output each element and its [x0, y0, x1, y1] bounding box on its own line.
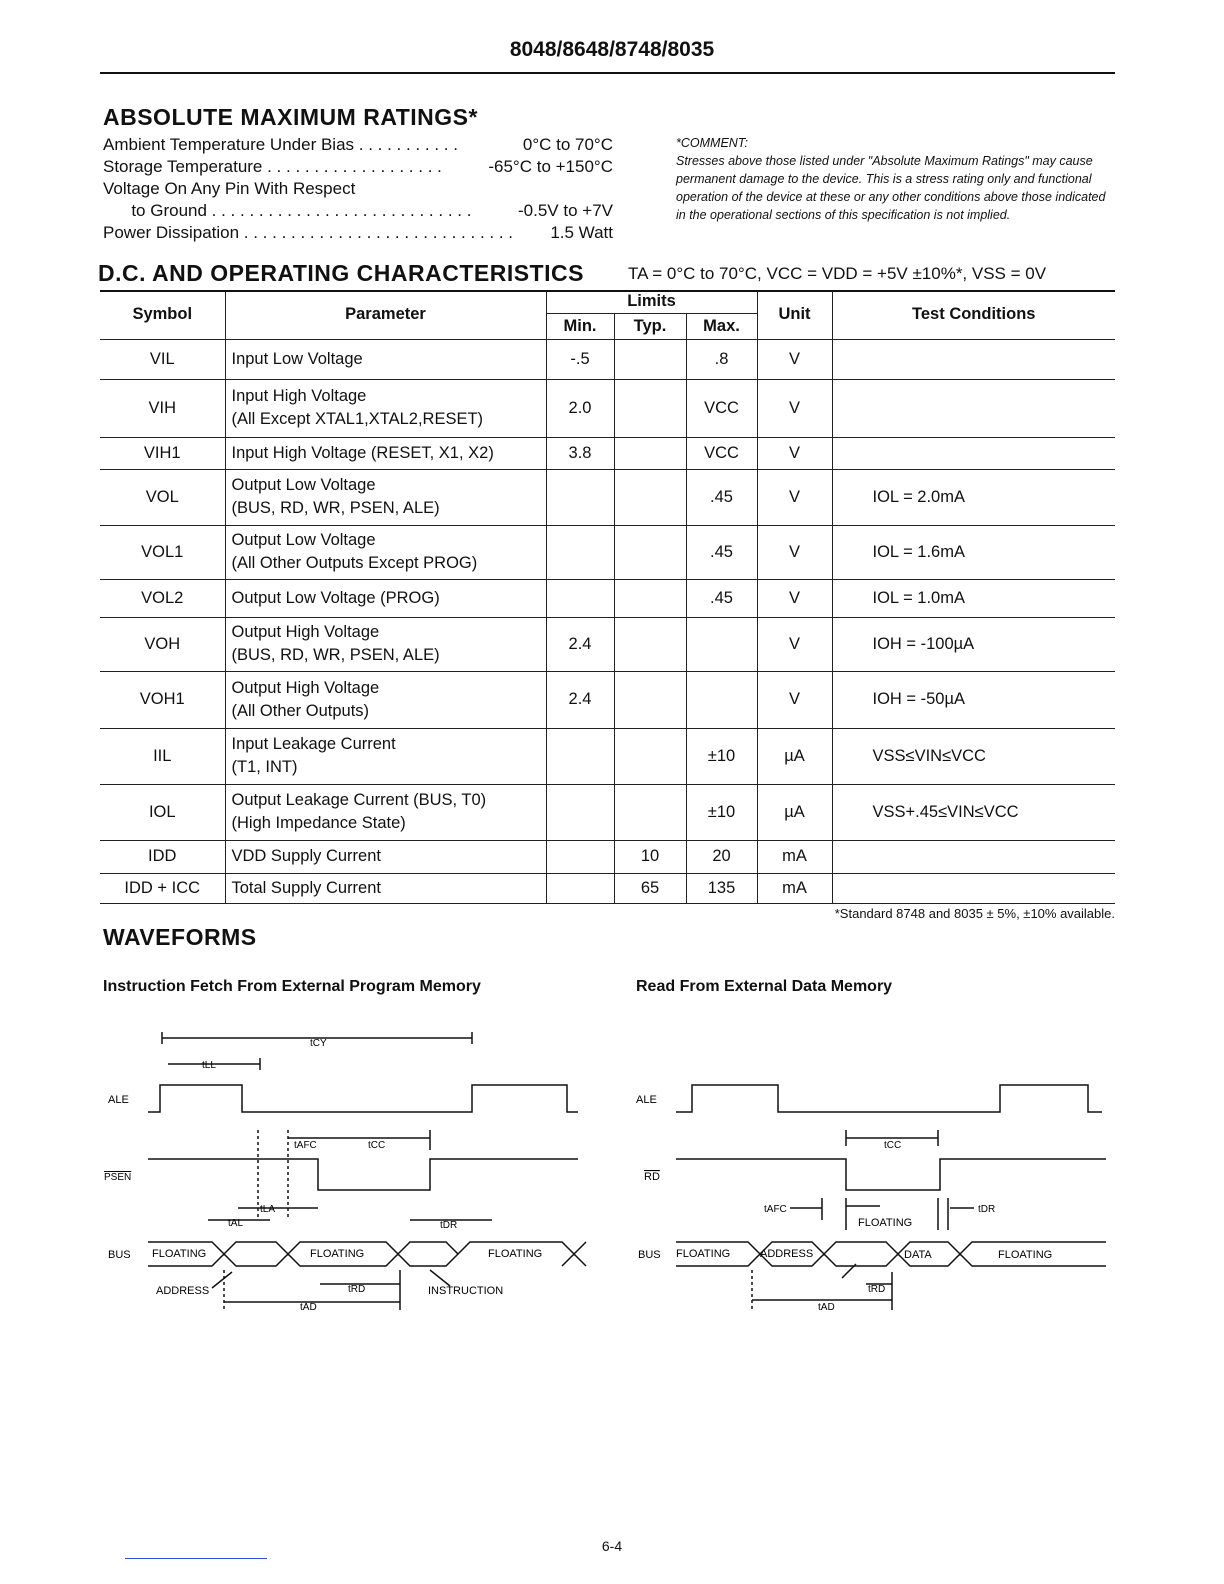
cell-max — [686, 671, 757, 728]
floating-label: FLOATING — [488, 1248, 543, 1260]
param-line-1: Input Low Voltage — [231, 349, 363, 368]
table-row — [100, 579, 1115, 617]
table-row — [100, 437, 1115, 469]
amr-row — [103, 222, 613, 244]
cell-symbol: VIL — [100, 339, 225, 379]
param-line-2: (BUS, RD, WR, PSEN, ALE) — [231, 499, 440, 517]
cell-unit: µA — [757, 728, 832, 784]
cell-max: VCC — [686, 379, 757, 437]
cell-parameter — [225, 873, 546, 903]
amr-value: -65°C to +150°C — [488, 157, 613, 176]
cell-parameter — [225, 437, 546, 469]
cell-min — [546, 840, 614, 873]
cell-symbol: IDD — [100, 840, 225, 873]
comment-title: *COMMENT: — [676, 136, 748, 150]
cell-min: 2.4 — [546, 617, 614, 671]
param-line-1: Input High Voltage — [231, 387, 367, 405]
cell-test — [832, 873, 1115, 903]
cell-parameter — [225, 617, 546, 671]
col-symbol: Symbol — [100, 291, 225, 339]
cell-unit: V — [757, 437, 832, 469]
cell-unit: V — [757, 671, 832, 728]
table-row — [100, 728, 1115, 784]
amr-label: Ambient Temperature Under Bias . . . . . . . . . . . — [103, 135, 458, 154]
param-line-2: (All Except XTAL1,XTAL2,RESET) — [231, 410, 484, 428]
param-line-1: Output Low Voltage (PROG) — [231, 588, 440, 607]
amr-row — [103, 178, 613, 200]
table-row — [100, 873, 1115, 903]
cell-unit: V — [757, 379, 832, 437]
amr-label: Storage Temperature . . . . . . . . . . . . . . . . . . . — [103, 157, 442, 176]
cell-max: ±10 — [686, 784, 757, 840]
signal-label-rd: RD — [644, 1171, 660, 1183]
param-line-1: Output High Voltage — [231, 678, 380, 697]
cell-max: ±10 — [686, 728, 757, 784]
cell-unit: V — [757, 579, 832, 617]
cell-test: VSS≤VIN≤VCC — [832, 728, 1115, 784]
amr-label: Voltage On Any Pin With Respect — [103, 179, 356, 198]
rd-waveform — [676, 1159, 1106, 1190]
cell-typ — [614, 437, 686, 469]
table-row — [100, 671, 1115, 728]
psen-waveform — [148, 1159, 578, 1190]
amr-value: 0°C to 70°C — [522, 135, 613, 154]
cell-test: VSS+.45≤VIN≤VCC — [832, 784, 1115, 840]
page-number: 6-4 — [601, 1538, 623, 1554]
tcy-label: tCY — [310, 1038, 327, 1049]
cell-test: IOL = 2.0mA — [832, 469, 1115, 525]
cell-test — [832, 339, 1115, 379]
cell-max: VCC — [686, 437, 757, 469]
cell-unit: mA — [757, 840, 832, 873]
cell-symbol: VOL1 — [100, 525, 225, 579]
cell-symbol: VIH — [100, 379, 225, 437]
cell-parameter — [225, 339, 546, 379]
amr-label: Power Dissipation . . . . . . . . . . . . . . . . . . . . . . . . . . . . . — [103, 223, 514, 242]
floating-label: FLOATING — [998, 1249, 1053, 1261]
cell-min: 3.8 — [546, 437, 614, 469]
tad-label: tAD — [818, 1302, 835, 1313]
table-row — [100, 339, 1115, 379]
read-data-memory-diagram — [630, 1020, 1110, 1320]
dc-conditions: TA = 0°C to 70°C, VCC = VDD = +5V ±10%*, VSS = 0V — [628, 264, 1047, 283]
trd-label: tRD — [348, 1284, 366, 1295]
page-header-title: 8048/8648/8748/8035 — [509, 38, 715, 61]
instruction-label: INSTRUCTION — [428, 1285, 504, 1297]
tafc-label: tAFC — [764, 1204, 787, 1215]
cell-parameter — [225, 579, 546, 617]
cell-symbol: VOH1 — [100, 671, 225, 728]
cell-typ: 10 — [614, 840, 686, 873]
cell-test: IOL = 1.6mA — [832, 525, 1115, 579]
cell-typ — [614, 339, 686, 379]
header-rule — [100, 72, 1115, 74]
cell-unit: µA — [757, 784, 832, 840]
amr-row — [103, 156, 613, 178]
param-line-2: (All Other Outputs) — [231, 701, 370, 720]
cell-typ — [614, 579, 686, 617]
cell-min — [546, 873, 614, 903]
col-parameter: Parameter — [225, 291, 546, 339]
param-line-2: (High Impedance State) — [231, 814, 406, 832]
tad-label: tAD — [300, 1302, 317, 1313]
amr-value: -0.5V to +7V — [518, 201, 613, 220]
param-line-2: (All Other Outputs Except PROG) — [231, 554, 478, 572]
cell-typ — [614, 728, 686, 784]
cell-typ — [614, 469, 686, 525]
param-line-1: Input Leakage Current — [231, 735, 396, 753]
cell-min — [546, 469, 614, 525]
cell-test — [832, 379, 1115, 437]
table-row — [100, 379, 1115, 437]
col-unit: Unit — [757, 291, 832, 339]
cell-max — [686, 617, 757, 671]
tdr-label: tDR — [440, 1220, 458, 1231]
cell-parameter — [225, 728, 546, 784]
table-row — [100, 525, 1115, 579]
cell-parameter — [225, 671, 546, 728]
cell-parameter — [225, 469, 546, 525]
param-line-1: Output Leakage Current (BUS, T0) — [231, 791, 487, 809]
amr-comment — [676, 134, 1116, 224]
cell-symbol: IDD + ICC — [100, 873, 225, 903]
cell-max: 20 — [686, 840, 757, 873]
cell-min: 2.0 — [546, 379, 614, 437]
waveforms-heading: WAVEFORMS — [103, 924, 257, 950]
param-line-1: Output Low Voltage — [231, 531, 376, 549]
table-row — [100, 840, 1115, 873]
cell-symbol: IOL — [100, 784, 225, 840]
floating-label: FLOATING — [858, 1217, 913, 1229]
cell-unit: V — [757, 617, 832, 671]
dc-table — [100, 291, 1115, 904]
cell-symbol: VIH1 — [100, 437, 225, 469]
table-row — [100, 784, 1115, 840]
signal-label-bus: BUS — [108, 1249, 131, 1261]
amr-label: to Ground . . . . . . . . . . . . . . . . . . . . . . . . . . . . — [103, 201, 472, 220]
instruction-pointer — [430, 1270, 450, 1286]
right-diagram-title: Read From External Data Memory — [636, 978, 893, 995]
data-label: DATA — [904, 1249, 932, 1261]
table-row — [100, 469, 1115, 525]
cell-min — [546, 525, 614, 579]
cell-typ — [614, 784, 686, 840]
cell-parameter — [225, 840, 546, 873]
signal-label-ale: ALE — [636, 1094, 657, 1106]
param-line-1: Input High Voltage (RESET, X1, X2) — [231, 443, 494, 462]
tdr-label: tDR — [978, 1204, 996, 1215]
cell-max: .45 — [686, 469, 757, 525]
cell-max: .45 — [686, 525, 757, 579]
table-row — [100, 617, 1115, 671]
instruction-fetch-diagram — [100, 1020, 600, 1320]
cell-symbol: IIL — [100, 728, 225, 784]
cell-test — [832, 437, 1115, 469]
amr-row — [103, 200, 613, 222]
address-label: ADDRESS — [156, 1285, 210, 1297]
left-diagram-title: Instruction Fetch From External Program Memory — [103, 978, 481, 995]
signal-label-psen: PSEN — [104, 1172, 132, 1183]
cell-unit: V — [757, 339, 832, 379]
cell-max: 135 — [686, 873, 757, 903]
cell-unit: V — [757, 525, 832, 579]
ale-waveform — [148, 1085, 578, 1112]
address-pointer — [212, 1272, 232, 1288]
floating-label: FLOATING — [676, 1248, 731, 1260]
cell-parameter — [225, 379, 546, 437]
cell-symbol: VOH — [100, 617, 225, 671]
comment-text: Stresses above those listed under "Absolute Maximum Ratings" may cause permanent damage to the device. This is a stress rating only and functional operation of the device at these or any other conditions above those indicated in the operational sections of this specification is not implied. — [676, 154, 1106, 222]
cell-max: .8 — [686, 339, 757, 379]
cell-typ — [614, 379, 686, 437]
bottom-link-rule — [125, 1558, 267, 1559]
col-test-conditions: Test Conditions — [832, 291, 1115, 339]
param-line-1: Output Low Voltage — [231, 476, 376, 494]
cell-symbol: VOL — [100, 469, 225, 525]
amr-row — [103, 134, 613, 156]
col-limits: Limits — [546, 291, 757, 313]
cell-min — [546, 784, 614, 840]
tcc-label: tCC — [368, 1140, 386, 1151]
tll-label: tLL — [202, 1060, 216, 1071]
col-min: Min. — [546, 313, 614, 339]
cell-unit: mA — [757, 873, 832, 903]
ale-waveform — [676, 1085, 1102, 1112]
tla-label: tLA — [260, 1204, 276, 1215]
param-line-2: (BUS, RD, WR, PSEN, ALE) — [231, 646, 440, 664]
tafc-label: tAFC — [294, 1140, 317, 1151]
trd-label: tRD — [868, 1284, 886, 1295]
cell-symbol: VOL2 — [100, 579, 225, 617]
cell-parameter — [225, 784, 546, 840]
cell-parameter — [225, 525, 546, 579]
cell-typ — [614, 525, 686, 579]
cell-test: IOH = -50µA — [832, 671, 1115, 728]
param-line-1: Output High Voltage — [231, 623, 380, 641]
col-max: Max. — [686, 313, 757, 339]
floating-label: FLOATING — [310, 1248, 365, 1260]
address-label: ADDRESS — [760, 1248, 814, 1260]
cell-test: IOL = 1.0mA — [832, 579, 1115, 617]
amr-heading: ABSOLUTE MAXIMUM RATINGS* — [103, 104, 478, 130]
dc-footnote: *Standard 8748 and 8035 ± 5%, ±10% available. — [834, 906, 1115, 921]
signal-label-bus: BUS — [638, 1249, 661, 1261]
cell-min — [546, 728, 614, 784]
cell-min: -.5 — [546, 339, 614, 379]
param-line-1: VDD Supply Current — [231, 847, 381, 865]
cell-test: IOH = -100µA — [832, 617, 1115, 671]
cell-min — [546, 579, 614, 617]
dc-heading: D.C. AND OPERATING CHARACTERISTICS — [98, 260, 584, 286]
tal-label: tAL — [228, 1218, 244, 1229]
amr-value: 1.5 Watt — [550, 223, 613, 242]
cell-typ — [614, 671, 686, 728]
param-line-1: Total Supply Current — [231, 878, 381, 897]
cell-typ — [614, 617, 686, 671]
cell-max: .45 — [686, 579, 757, 617]
floating-label: FLOATING — [152, 1248, 207, 1260]
param-line-2: (T1, INT) — [231, 758, 298, 776]
cell-unit: V — [757, 469, 832, 525]
cell-test — [832, 840, 1115, 873]
signal-label-ale: ALE — [108, 1094, 129, 1106]
tcc-label: tCC — [884, 1140, 902, 1151]
cell-min: 2.4 — [546, 671, 614, 728]
cell-typ: 65 — [614, 873, 686, 903]
col-typ: Typ. — [614, 313, 686, 339]
